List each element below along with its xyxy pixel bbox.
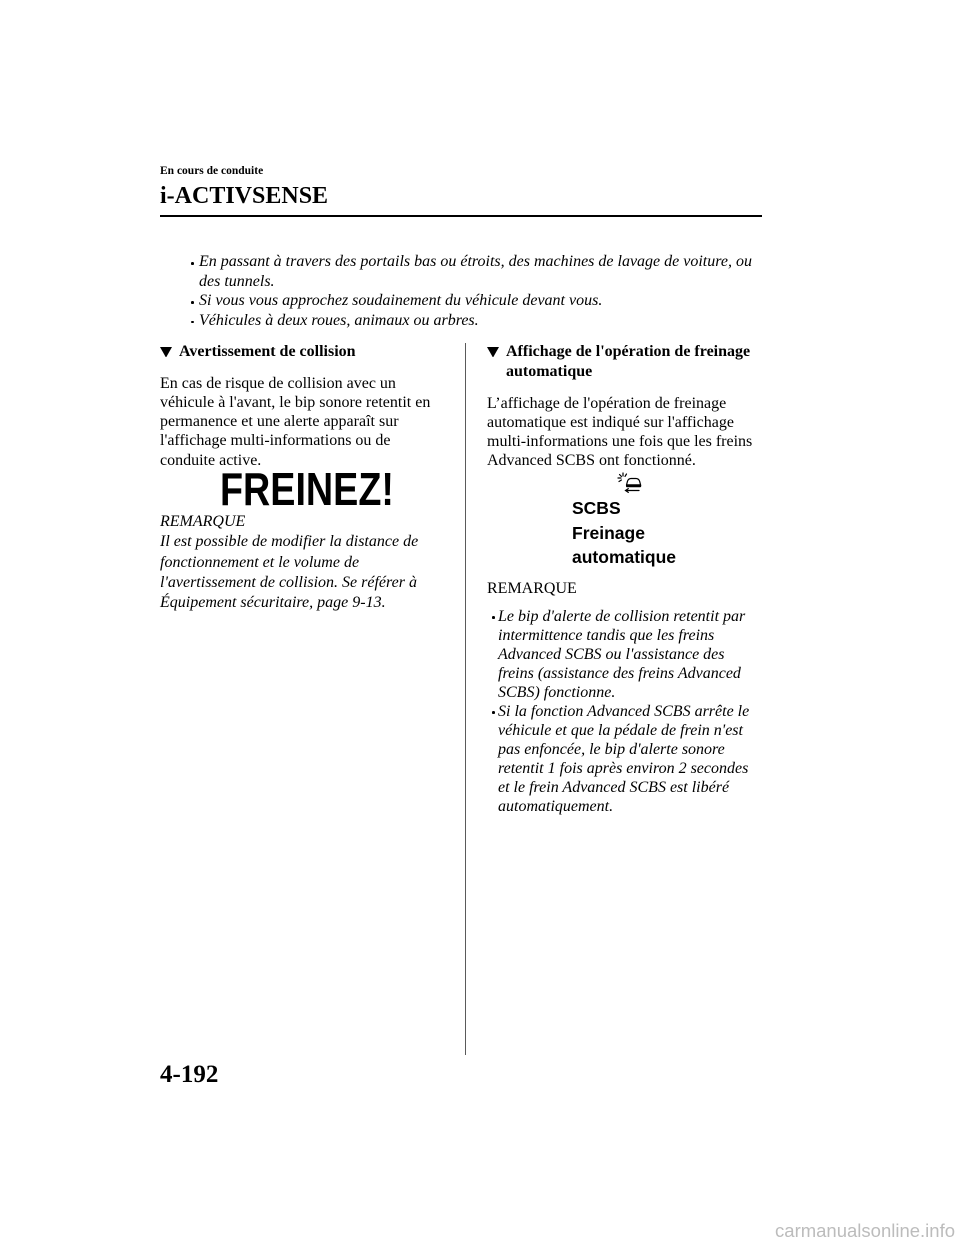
list-item: [490, 607, 749, 702]
collision-warning-note: [160, 512, 418, 613]
column-divider: [465, 343, 466, 1055]
collision-warning-paragraph: En cas de risque de collision avec un véhicule à l'avant, le bip sonore retentit en permanence et une alerte apparaît sur l'affichage multi-informations ou de conduite active.: [160, 374, 431, 469]
bullet-icon: [191, 321, 194, 324]
bullet-icon: [492, 711, 495, 714]
bullet-icon: [191, 262, 194, 265]
list-item: [490, 702, 749, 816]
list-item-text: Si la fonction Advanced SCBS arrête le véhicule et que la pédale de frein n'est pas enfoncée, le bip d'alerte sonore retentit 1 fois après environ 2 secondes et le frein Advanced SCBS est libéré automatiquement.: [498, 702, 750, 815]
brake-warning-display: FREINEZ!: [220, 462, 394, 515]
list-item: [190, 252, 752, 291]
list-item-text: Si vous vous approchez soudainement du véhicule devant vous.: [199, 292, 603, 309]
scbs-display-message: SCBS Freinage automatique: [572, 498, 677, 567]
collision-warning-heading: [160, 342, 356, 362]
intro-list: [190, 252, 752, 330]
note-label: REMARQUE: [487, 579, 577, 597]
bullet-icon: [191, 301, 194, 304]
auto-brake-display-heading: [487, 342, 750, 382]
list-item-text: Véhicules à deux roues, animaux ou arbres.: [199, 311, 479, 329]
list-item: [190, 311, 752, 331]
section-label: En cours de conduite: [160, 165, 264, 177]
auto-brake-note-list: [490, 607, 749, 816]
page-title: i-ACTIVSENSE: [160, 183, 329, 209]
auto-brake-display-paragraph: L’affichage de l'opération de freinage automatique est indiqué sur l'affichage multi-informations une fois que les freins Advanced SCBS ont fonctionné.: [487, 394, 753, 469]
note-label: REMARQUE: [160, 513, 246, 530]
heading-text: Avertissement de collision: [179, 343, 356, 360]
triangle-down-icon: [487, 347, 499, 358]
heading-text: Affichage de l'opération de freinage automatique: [506, 343, 751, 380]
note-text: Il est possible de modifier la distance de fonctionnement et le volume de l'avertissement de collision. Se référer à Équipement sécuritaire, page 9-13.: [160, 533, 419, 612]
bullet-icon: [492, 616, 495, 619]
page-number: 4-192: [160, 1061, 219, 1088]
list-item: [190, 291, 752, 311]
list-item-text: Le bip d'alerte de collision retentit par intermittence tandis que les freins Advanced SCBS ou l'assistance des freins (assistance des freins Advanced SCBS) fonctionne.: [498, 607, 746, 701]
watermark: carmanualsonline.info: [775, 1220, 955, 1241]
triangle-down-icon: [160, 347, 172, 358]
list-item-text: En passant à travers des portails bas ou étroits, des machines de lavage de voiture, ou des tunnels.: [199, 253, 752, 290]
collision-brake-icon: [617, 472, 643, 493]
title-rule: [160, 215, 762, 218]
